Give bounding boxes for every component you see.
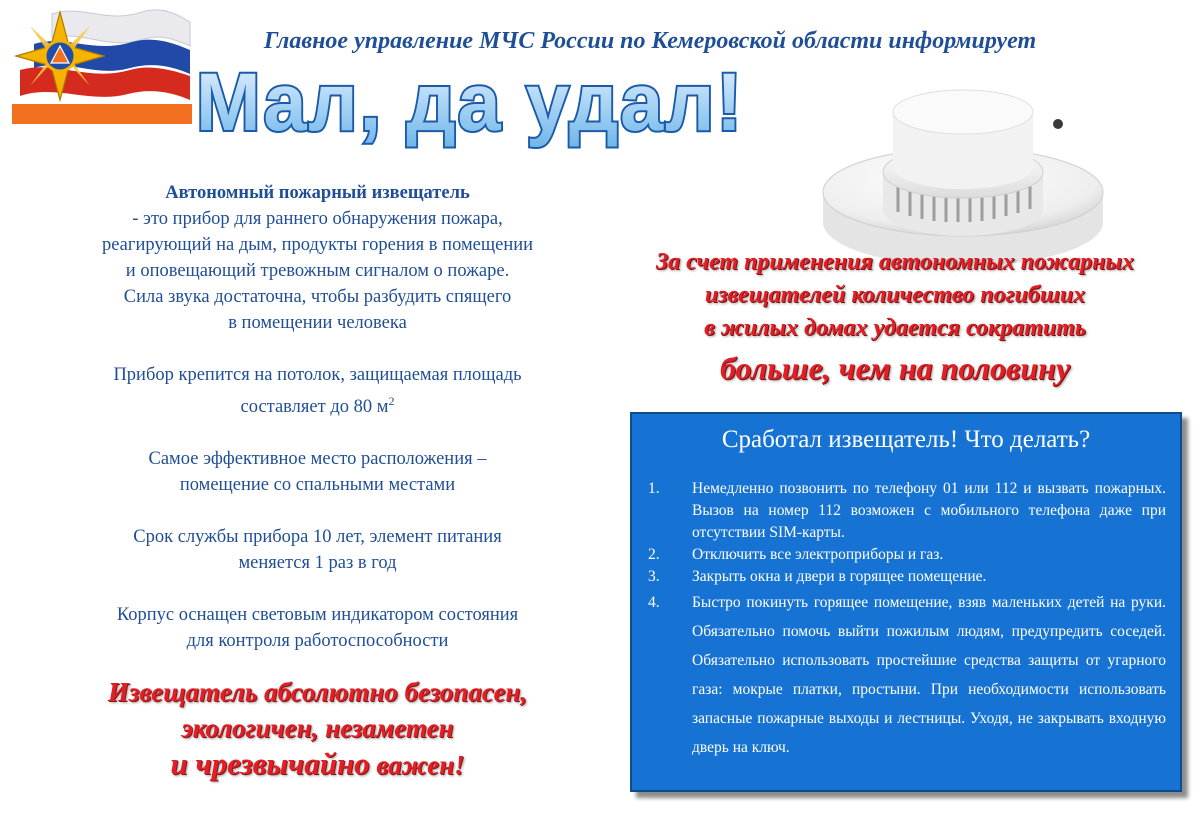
mounting-area-text: составляет до 80 м [240, 397, 389, 418]
mounting-area-line [40, 388, 595, 420]
claim-line: извещателей количество погибших [704, 282, 1086, 308]
claim-line: За счет применения автономных пожарных [655, 249, 1135, 275]
step-text: Немедленно позвонить по телефону 01 или 112 и вызвать пожарных. Вызов на номер 112 возможен с мобильного телефона даже при отсутствии SIM-карты. [692, 480, 1166, 541]
box-title: Сработал извещатель! Что делать? [721, 426, 1091, 453]
claim-emphasis: больше, чем на половину [719, 350, 1071, 386]
detector-heading: Автономный пожарный извещатель [165, 183, 470, 203]
list-item [648, 588, 1166, 762]
square-meter-superscript: 2 [388, 394, 395, 408]
mounting-line: Прибор крепится на потолок, защищаемая площадь [113, 365, 522, 385]
placement-line: помещение со спальными местами [179, 475, 456, 496]
slogan-emphasis: и чрезвычайно [170, 746, 370, 781]
what-to-do-box [630, 412, 1182, 792]
definition-line: Сила звука достаточна, чтобы разбудить спящего [123, 287, 512, 307]
service-life-line: Срок службы прибора 10 лет, элемент питания [133, 527, 502, 548]
big-title-text: Мал, да удал! [196, 58, 744, 148]
slogan-line: Извещатель абсолютно безопасен, [107, 677, 528, 707]
fatality-reduction-claim [600, 246, 1190, 391]
list-item [648, 478, 1166, 544]
claim-line: в жилых домах удается сократить [704, 315, 1086, 341]
step-text: Отключить все электроприборы и газ. [692, 546, 944, 563]
definition-line: - это прибор для раннего обнаружения пожара, [132, 209, 503, 229]
step-number: 1. [648, 480, 660, 497]
safety-slogan [40, 674, 595, 783]
definition-line: реагирующий на дым, продукты горения в помещении [101, 235, 534, 255]
service-life-line: меняется 1 раз в год [238, 553, 397, 574]
definition-line: в помещении человека [228, 313, 407, 333]
step-number: 4. [648, 594, 660, 611]
definition-line: и оповещающий тревожным сигналом о пожаре. [125, 261, 510, 281]
detector-description [40, 180, 595, 654]
steps-list [648, 478, 1166, 762]
emercom-flag-emblem [12, 4, 192, 126]
agency-header: Главное управление МЧС России по Кемеровской области информирует [263, 28, 1037, 54]
step-text: Быстро покинуть горящее помещение, взяв маленьких детей на руки. Обязательно помочь выйти пожилым людям, предупредить соседей. Обязательно использовать простейшие средства защиты от угарного газа: мокрые платки, простыни. При необходимости использовать запасные пожарные выходы и лестницы. Уходя, не закрывать входную дверь на ключ. [692, 594, 1166, 756]
slogan-end: важен! [369, 750, 465, 780]
indicator-line: для контроля работоспособности [186, 631, 449, 652]
indicator-line: Корпус оснащен световым индикатором состояния [116, 605, 519, 626]
placement-line: Самое эффективное место расположения – [148, 449, 487, 470]
step-number: 3. [648, 568, 660, 585]
slogan-line [40, 746, 595, 783]
big-title [190, 58, 750, 158]
step-text: Закрыть окна и двери в горящее помещение. [692, 568, 987, 585]
smoke-detector-illustration [818, 72, 1108, 272]
list-item [648, 566, 1166, 588]
step-number: 2. [648, 546, 660, 563]
list-item [648, 544, 1166, 566]
slogan-line: экологичен, незаметен [181, 713, 454, 743]
